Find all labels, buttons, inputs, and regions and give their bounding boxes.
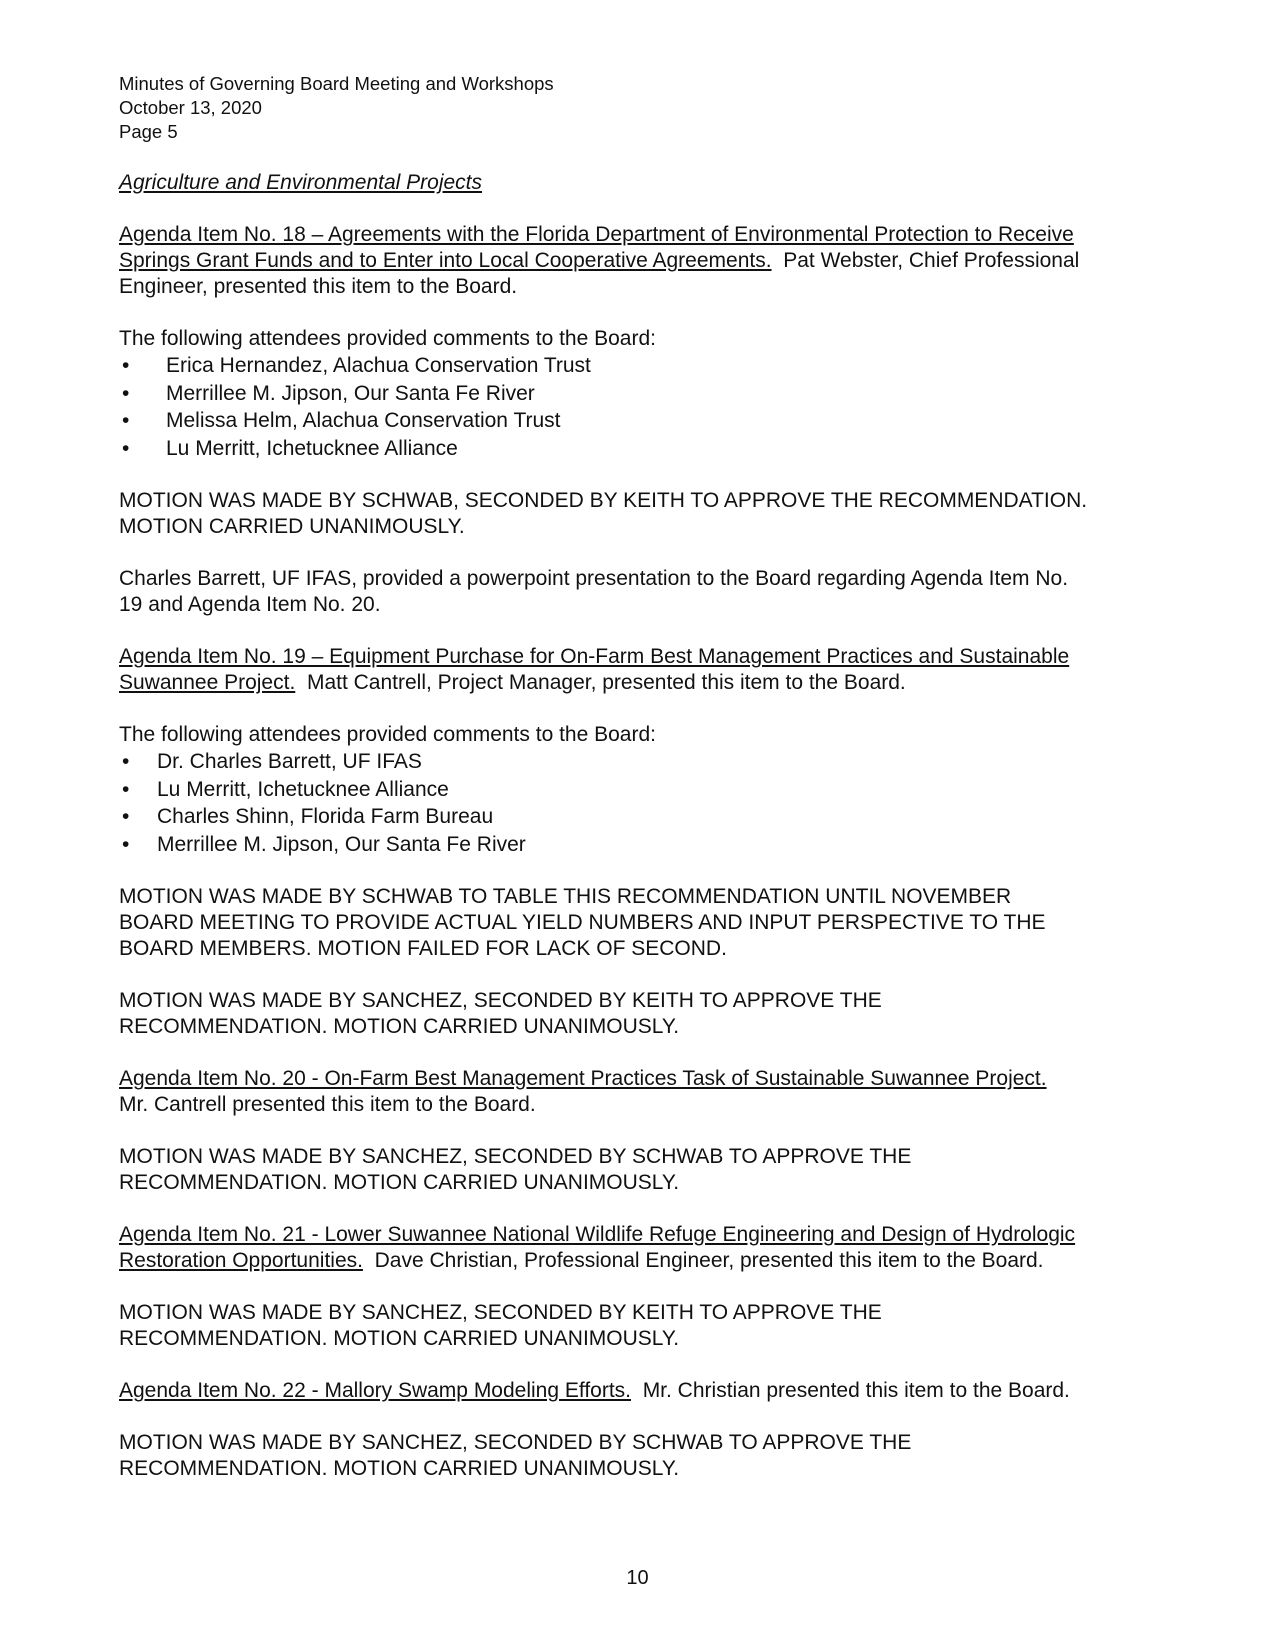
agenda-item-18-presenter-cont: Engineer, presented this item to the Board. [119, 275, 518, 298]
motion-21 [119, 1300, 1179, 1352]
bullet-icon: • [122, 436, 130, 460]
agenda-item-19 [119, 644, 1179, 696]
agenda-item-18-title: Agenda Item No. 18 – Agreements with the Florida Department of Environmental Protection to Receive [119, 223, 1074, 246]
motion-text: MOTION WAS MADE BY SCHWAB TO TABLE THIS RECOMMENDATION UNTIL NOVEMBER [119, 885, 1012, 908]
attendees-intro: The following attendees provided comments to the Board: [119, 327, 656, 350]
attendee-list [119, 352, 1179, 462]
agenda-item-20-presenter: Mr. Cantrell presented this item to the Board. [119, 1093, 536, 1116]
motion-18 [119, 488, 1179, 540]
header-date: October 13, 2020 [119, 97, 262, 118]
motion-result: RECOMMENDATION. MOTION CARRIED UNANIMOUSLY. [119, 1327, 680, 1350]
agenda-item-18 [119, 222, 1179, 300]
bullet-icon: • [122, 832, 130, 856]
motion-22 [119, 1430, 1179, 1482]
motion-text: MOTION WAS MADE BY SCHWAB, SECONDED BY KEITH TO APPROVE THE RECOMMENDATION. [119, 489, 1088, 512]
agenda-item-21-title: Agenda Item No. 21 - Lower Suwannee National Wildlife Refuge Engineering and Design of Hydrologic [119, 1223, 1076, 1246]
presentation-note [119, 566, 1179, 618]
motion-20 [119, 1144, 1179, 1196]
agenda-item-20-title: Agenda Item No. 20 - On-Farm Best Management Practices Task of Sustainable Suwannee Project. [119, 1067, 1047, 1090]
motion-result: RECOMMENDATION. MOTION CARRIED UNANIMOUSLY. [119, 1171, 680, 1194]
agenda-item-18-presenter: Pat Webster, Chief Professional [783, 249, 1080, 272]
list-item: • Dr. Charles Barrett, UF IFAS [119, 748, 1179, 776]
header-page: Page 5 [119, 121, 178, 142]
list-item: • Lu Merritt, Ichetucknee Alliance [119, 435, 1179, 463]
document-page [119, 72, 1179, 1482]
attendees-block-19 [119, 722, 1179, 858]
agenda-item-20 [119, 1066, 1179, 1118]
presentation-text: Charles Barrett, UF IFAS, provided a powerpoint presentation to the Board regarding Agenda Item No. [119, 567, 1069, 590]
motion-result: RECOMMENDATION. MOTION CARRIED UNANIMOUSLY. [119, 1015, 680, 1038]
list-item: • Merrillee M. Jipson, Our Santa Fe River [119, 831, 1179, 859]
agenda-item-18-title-cont: Springs Grant Funds and to Enter into Local Cooperative Agreements. [119, 249, 772, 272]
bullet-icon: • [122, 777, 130, 801]
motion-text: MOTION WAS MADE BY SANCHEZ, SECONDED BY KEITH TO APPROVE THE [119, 1301, 882, 1324]
attendees-block-18 [119, 326, 1179, 462]
bullet-icon: • [122, 354, 130, 377]
section-heading: Agriculture and Environmental Projects [119, 171, 483, 194]
list-item: • Merrillee M. Jipson, Our Santa Fe River [119, 380, 1179, 408]
bullet-icon: • [122, 805, 130, 828]
list-item: • Erica Hernandez, Alachua Conservation Trust [119, 352, 1179, 380]
list-item: • Melissa Helm, Alachua Conservation Trust [119, 407, 1179, 435]
list-item: • Charles Shinn, Florida Farm Bureau [119, 803, 1179, 831]
agenda-item-21-title-cont: Restoration Opportunities. [119, 1249, 363, 1272]
agenda-item-22-presenter: Mr. Christian presented this item to the Board. [642, 1379, 1070, 1402]
motion-19-approve [119, 988, 1179, 1040]
list-item: • Lu Merritt, Ichetucknee Alliance [119, 776, 1179, 804]
presentation-text-cont: 19 and Agenda Item No. 20. [119, 593, 381, 616]
agenda-item-19-presenter: Matt Cantrell, Project Manager, presented this item to the Board. [306, 671, 906, 694]
agenda-item-22 [119, 1378, 1179, 1404]
bullet-icon: • [122, 750, 130, 773]
page-number: 10 [626, 1567, 649, 1589]
bullet-icon: • [122, 409, 130, 432]
motion-text: MOTION WAS MADE BY SANCHEZ, SECONDED BY SCHWAB TO APPROVE THE [119, 1431, 912, 1454]
page-header [119, 72, 1179, 144]
attendees-intro: The following attendees provided comments to the Board: [119, 723, 656, 746]
motion-19-table [119, 884, 1179, 962]
bullet-icon: • [122, 381, 130, 405]
motion-result: BOARD MEMBERS. MOTION FAILED FOR LACK OF SECOND. [119, 937, 727, 960]
motion-result: RECOMMENDATION. MOTION CARRIED UNANIMOUSLY. [119, 1457, 680, 1480]
agenda-item-19-title: Agenda Item No. 19 – Equipment Purchase for On-Farm Best Management Practices and Sustainable [119, 645, 1070, 668]
agenda-item-19-title-cont: Suwannee Project. [119, 671, 296, 694]
attendee-list [119, 748, 1179, 858]
motion-result: MOTION CARRIED UNANIMOUSLY. [119, 515, 465, 538]
agenda-item-22-title: Agenda Item No. 22 - Mallory Swamp Modeling Efforts. [119, 1379, 632, 1402]
agenda-item-21 [119, 1222, 1179, 1274]
motion-text: MOTION WAS MADE BY SANCHEZ, SECONDED BY KEITH TO APPROVE THE [119, 989, 882, 1012]
motion-text: MOTION WAS MADE BY SANCHEZ, SECONDED BY SCHWAB TO APPROVE THE [119, 1145, 912, 1168]
motion-text-cont: BOARD MEETING TO PROVIDE ACTUAL YIELD NUMBERS AND INPUT PERSPECTIVE TO THE [119, 911, 1046, 934]
header-title: Minutes of Governing Board Meeting and Workshops [119, 73, 554, 94]
agenda-item-21-presenter: Dave Christian, Professional Engineer, presented this item to the Board. [374, 1249, 1044, 1272]
